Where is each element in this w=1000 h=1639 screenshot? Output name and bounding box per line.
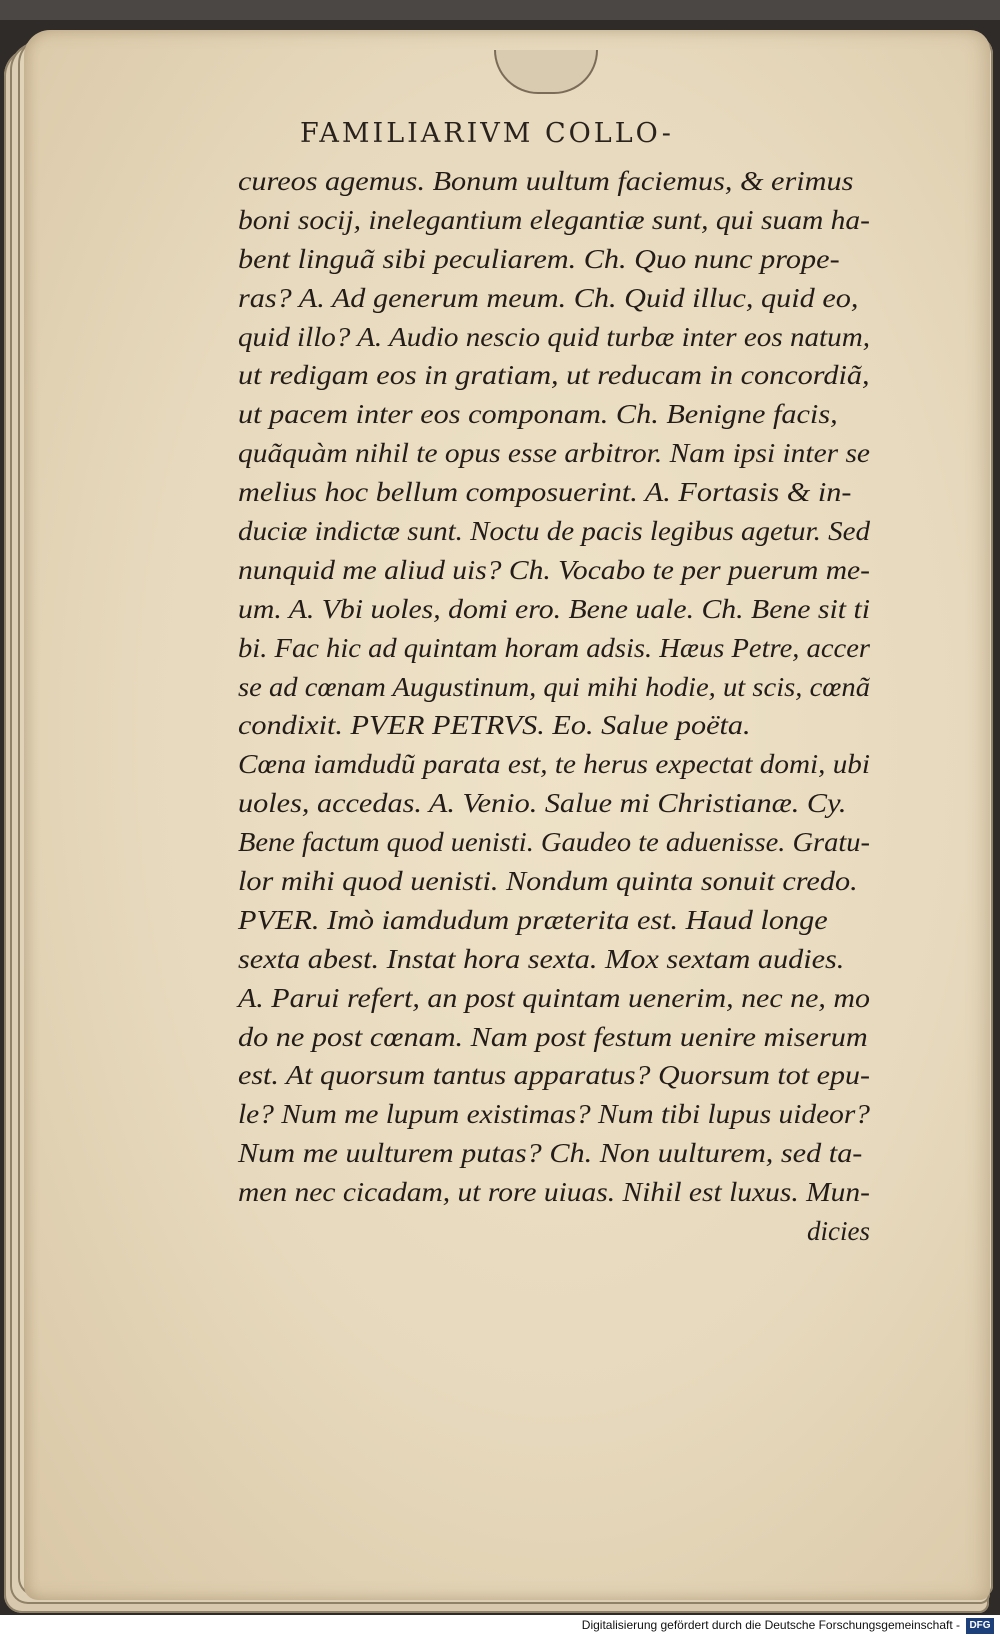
catchword: dicies xyxy=(807,1216,870,1247)
text-line: melius hoc bellum composuerint. A. Fortasis & in- xyxy=(238,477,852,508)
text-line: A. Parui refert, an post quintam uenerim, nec ne, mo xyxy=(238,982,870,1013)
text-line: ras? A. Ad generum meum. Ch. Quid illuc, quid eo, xyxy=(238,282,859,313)
text-line: ut pacem inter eos componam. Ch. Benigne facis, xyxy=(238,399,838,430)
text-line: um. A. Vbi uoles, domi ero. Bene uale. Ch. Bene sit ti xyxy=(238,593,870,624)
footer-bar xyxy=(0,1615,1000,1639)
text-line: est. At quorsum tantus apparatus? Quorsum tot epu- xyxy=(238,1060,870,1091)
text-line: Bene factum quod uenisti. Gaudeo te aduenisse. Gratu- xyxy=(238,827,871,858)
running-header: FAMILIARIVM COLLO- xyxy=(300,118,674,149)
text-line: nunquid me aliud uis? Ch. Vocabo te per puerum me- xyxy=(238,554,870,585)
text-line: Cœna iamdudũ parata est, te herus expectat domi, ubi xyxy=(238,749,870,780)
text-line: uoles, accedas. A. Venio. Salue mi Christianæ. Cy. xyxy=(238,788,847,819)
text-line: quid illo? A. Audio nescio quid turbæ inter eos natum, xyxy=(238,321,870,352)
text-line: quãquàm nihil te opus esse arbitror. Nam ipsi inter se xyxy=(238,438,870,469)
text-line: se ad cœnam Augustinum, qui mihi hodie, ut scis, cœnã xyxy=(238,671,870,702)
text-line: boni socij, inelegantium elegantiæ sunt, qui suam ha- xyxy=(238,204,870,235)
text-line: men nec cicadam, ut rore uiuas. Nihil est luxus. Mun- xyxy=(238,1177,871,1208)
text-line: bi. Fac hic ad quintam horam adsis. Hæus Petre, accer xyxy=(238,632,870,663)
text-line: Num me uulturem putas? Ch. Non uulturem, sed ta- xyxy=(238,1138,863,1169)
text-line: ut redigam eos in gratiam, ut reducam in concordiã, xyxy=(238,360,870,391)
text-line: bent linguã sibi peculiarem. Ch. Quo nunc prope- xyxy=(238,243,840,274)
text-line: lor mihi quod uenisti. Nondum quinta sonuit credo. xyxy=(238,866,858,897)
text-line: condixit. PVER PETRVS. Eo. Salue poëta. xyxy=(238,710,751,741)
footer-credit: Digitalisierung gefördert durch die Deutsche Forschungsgemeinschaft - xyxy=(581,1618,960,1632)
dfg-logo: DFG xyxy=(966,1618,994,1634)
text-line: sexta abest. Instat hora sexta. Mox sextam audies. xyxy=(238,943,845,974)
text-line: duciæ indictæ sunt. Noctu de pacis legibus agetur. Sed xyxy=(238,516,870,547)
text-line: le? Num me lupum existimas? Num tibi lupus uideor? xyxy=(238,1099,870,1130)
text-line: PVER. Imò iamdudum præterita est. Haud longe xyxy=(238,904,828,935)
text-line: cureos agemus. Bonum uultum faciemus, & erimus xyxy=(238,166,854,196)
page-tab-notch xyxy=(494,50,598,94)
text-line: do ne post cœnam. Nam post festum uenire miserum xyxy=(238,1021,868,1052)
page-body-text xyxy=(238,162,870,1251)
